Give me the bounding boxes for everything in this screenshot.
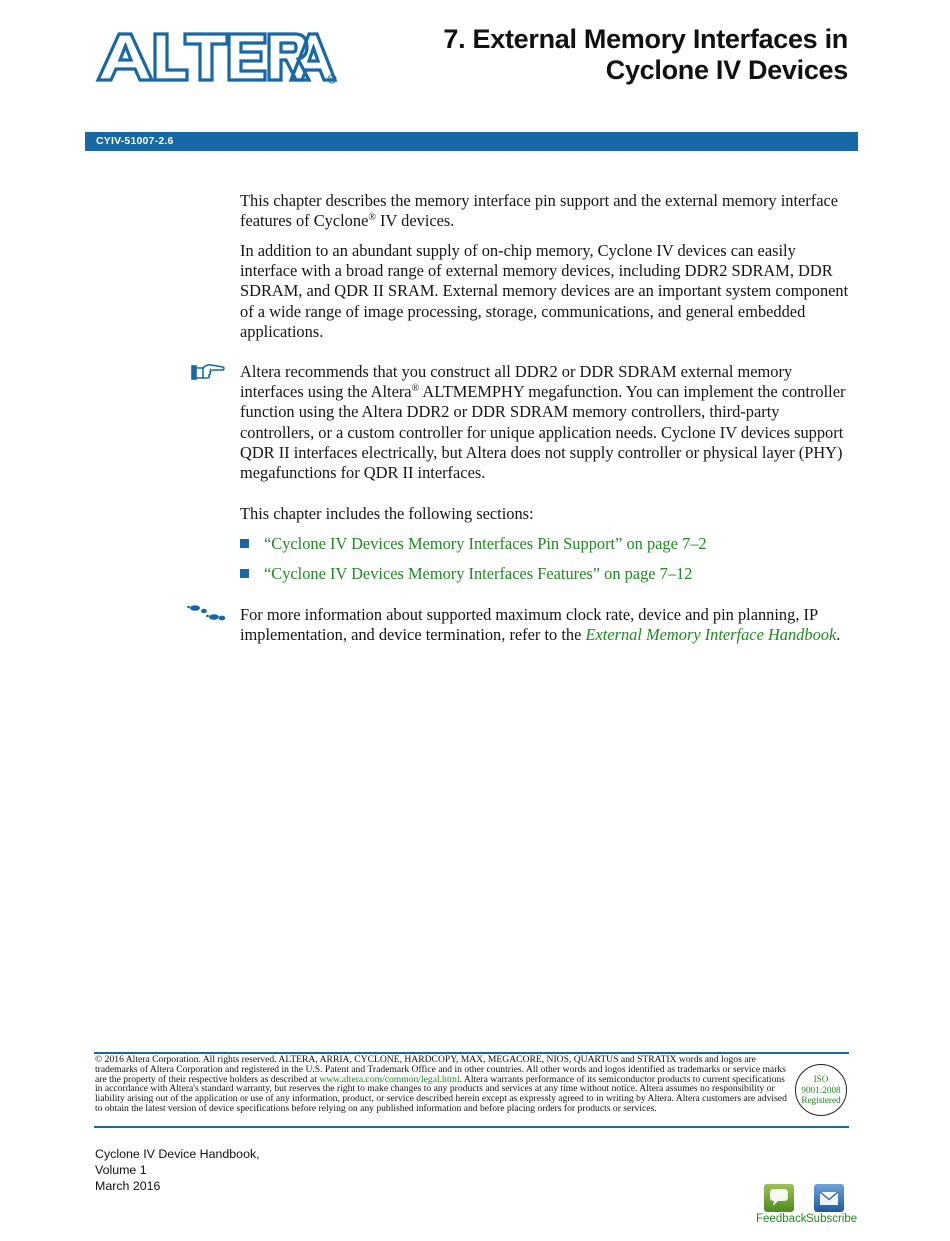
document-id: CYIV-51007-2.6 xyxy=(96,135,174,147)
document-id-bar xyxy=(85,132,858,151)
intro-text-b: IV devices. xyxy=(375,211,455,231)
legal-text-a: © 2016 Altera Corporation. All rights reserved. ALTERA, ARRIA, CYCLONE, HARDCOPY, MAX, MEGACORE, NIOS, QUARTUS and STRATIX words and logos are trademarks of Altera Corporation and registered in the U.S. Patent and Trademark Office and in other countries. All other words and logos identified as trademarks or service marks are the property of their respective holders as described at xyxy=(95,1054,786,1085)
volume: Volume 1 xyxy=(95,1163,147,1177)
chapter-title xyxy=(443,24,848,86)
pointing-hand-icon xyxy=(190,362,226,382)
subscribe-button[interactable] xyxy=(806,1184,858,1225)
intro-text-a: This chapter describes the memory interface pin support and the external memory interface features of Cyclone xyxy=(240,191,839,231)
feedback-label: Feedback xyxy=(756,1213,807,1225)
section-link-pin-support[interactable]: “Cyclone IV Devices Memory Interfaces Pin Support” on page 7–2 xyxy=(264,534,707,553)
bullet-square-icon xyxy=(240,569,249,578)
iso-line-3: Registered xyxy=(801,1095,841,1105)
bullet-square-icon xyxy=(240,539,249,548)
registered-mark: ® xyxy=(368,212,376,224)
chapter-title-line-1: 7. External Memory Interfaces in xyxy=(443,24,848,54)
registered-mark: ® xyxy=(411,383,420,395)
list-item xyxy=(240,534,855,564)
envelope-icon xyxy=(814,1184,844,1212)
publication-info xyxy=(95,1146,260,1194)
feedback-button[interactable] xyxy=(756,1184,807,1225)
section-link-features[interactable]: “Cyclone IV Devices Memory Interfaces Features” on page 7–12 xyxy=(264,564,693,583)
altera-logo xyxy=(95,30,340,86)
legal-notice xyxy=(95,1055,790,1114)
more-info-text-a: For more information about supported maximum clock rate, device and pin planning, IP implementation, and device termination, refer to the xyxy=(240,605,818,645)
intro-paragraph xyxy=(240,191,855,231)
feedback-icon xyxy=(764,1184,794,1212)
sections-intro-text: This chapter includes the following sections: xyxy=(240,504,534,523)
handbook-name: Cyclone IV Device Handbook, xyxy=(95,1147,260,1161)
publication-date: March 2016 xyxy=(95,1179,161,1193)
iso-line-2: 9001:2008 xyxy=(801,1084,841,1095)
svg-text:R: R xyxy=(330,77,334,83)
overview-paragraph xyxy=(240,241,855,342)
footprints-icon xyxy=(186,604,226,624)
legal-text-b: . Altera warrants performance of its semiconductor products to current specifications in accordance with Altera's standard warranty, but reserves the right to make changes to any products and services at any time without notice. Altera assumes no responsibility or liability arising out of the application or use of any information, product, or service described herein except as expressly agreed to in writing by Altera. Altera customers are advised to obtain the latest version of device specifications before relying on any published information and before placing orders for products or services. xyxy=(95,1073,787,1114)
note-text-a: Altera recommends that you construct all DDR2 or DDR SDRAM external memory interfaces using the Altera xyxy=(240,362,793,402)
overview-text: In addition to an abundant supply of on-chip memory, Cyclone IV devices can easily interface with a broad range of external memory devices, including DDR2 SDRAM, DDR SDRAM, and QDR II SRAM. External memory devices are an important system component of a wide range of image processing, storage, communications, and general embedded applications. xyxy=(240,241,849,341)
footer-rule-bottom xyxy=(94,1126,849,1128)
handbook-link[interactable]: External Memory Interface Handbook xyxy=(585,625,837,645)
iso-badge xyxy=(795,1064,847,1116)
subscribe-label: Subscribe xyxy=(806,1213,858,1225)
more-info-paragraph xyxy=(240,605,855,645)
legal-link[interactable]: www.altera.com/common/legal.html xyxy=(319,1073,460,1085)
chapter-title-line-2: Cyclone IV Devices xyxy=(605,55,848,85)
iso-line-1: ISO xyxy=(813,1074,829,1084)
sections-list xyxy=(240,534,855,594)
note-text-b: ALTMEMPHY megafunction. You can implement the controller function using the Altera DDR2 or DDR SDRAM memory controllers, third-party controllers, or a custom controller for unique application needs. Cyclone IV devices support QDR II interfaces electrically, but Altera does not supply controller or physical layer (PHY) megafunctions for QDR II interfaces. xyxy=(240,382,846,483)
sections-intro xyxy=(240,504,855,524)
list-item xyxy=(240,564,855,594)
note-paragraph xyxy=(240,362,855,483)
more-info-text-b: . xyxy=(836,625,841,645)
